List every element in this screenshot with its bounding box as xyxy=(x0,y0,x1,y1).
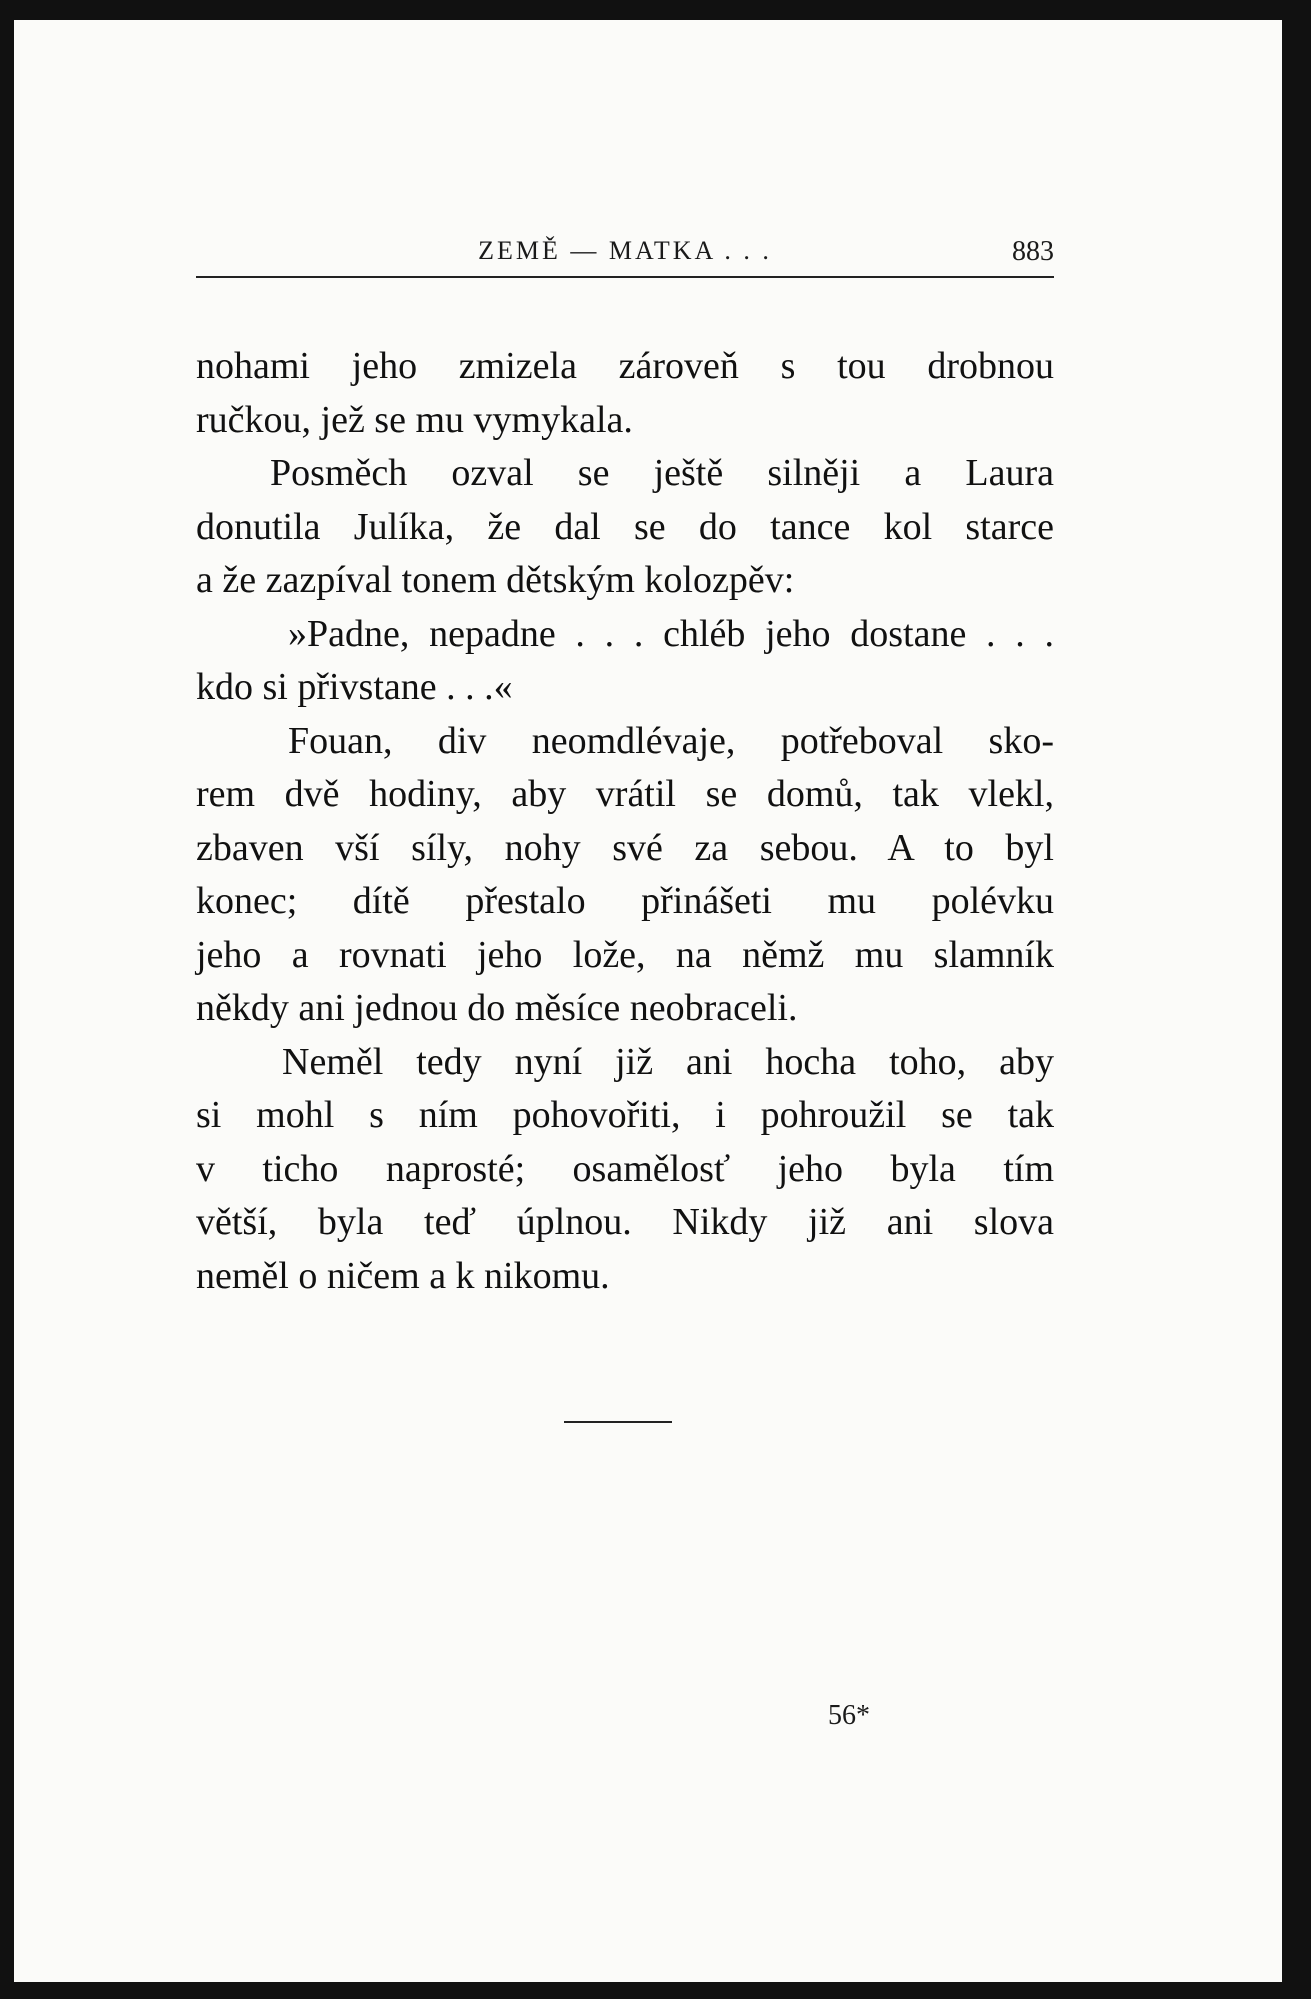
text-line: konec; dítě přestalo přinášeti mu polévku xyxy=(196,880,1054,922)
text-line: větší, byla teď úplnou. Nikdy již ani slova xyxy=(196,1201,1054,1243)
paragraph-3 xyxy=(196,608,1054,715)
text-line: kdo si přivstane . . .« xyxy=(196,666,513,708)
paragraph-5 xyxy=(196,1036,1054,1304)
text-line: si mohl s ním pohovořiti, i pohroužil se tak xyxy=(196,1094,1054,1136)
text-line: »Padne, nepadne . . . chléb jeho dostane . . . xyxy=(288,612,1054,655)
signature-mark: 56* xyxy=(828,1700,870,1731)
text-line: donutila Julíka, že dal se do tance kol starce xyxy=(196,505,1054,548)
text-line: zbaven vší síly, nohy své za sebou. A to byl xyxy=(196,826,1054,869)
paragraph-2 xyxy=(196,447,1054,608)
running-head xyxy=(196,236,1054,278)
page-number: 883 xyxy=(1012,236,1054,267)
paragraph-4 xyxy=(196,715,1054,1036)
text-line: někdy ani jednou do měsíce neobraceli. xyxy=(196,987,798,1029)
body-text xyxy=(196,340,1054,1303)
text-line: neměl o ničem a k nikomu. xyxy=(196,1254,610,1297)
text-line: rem dvě hodiny, aby vrátil se domů, tak vlekl, xyxy=(196,773,1054,815)
text-line: v ticho naprosté; osamělosť jeho byla tím xyxy=(196,1147,1054,1190)
text-line: Neměl tedy nyní již ani hocha toho, aby xyxy=(282,1040,1054,1083)
text-line: ručkou, jež se mu vymykala. xyxy=(196,398,633,441)
text-line: jeho a rovnati jeho lože, na němž mu slamník xyxy=(196,933,1054,976)
end-rule xyxy=(564,1421,672,1423)
text-line: a že zazpíval tonem dětským kolozpěv: xyxy=(196,559,795,601)
running-title: ZEMĚ — MATKA . . . xyxy=(478,236,772,265)
paragraph-1 xyxy=(196,340,1054,447)
text-line: Fouan, div neomdlévaje, potřeboval sko- xyxy=(288,719,1054,762)
text-line: Posměch ozval se ještě silněji a Laura xyxy=(270,452,1054,494)
text-line: nohami jeho zmizela zároveň s tou drobnou xyxy=(196,345,1054,387)
